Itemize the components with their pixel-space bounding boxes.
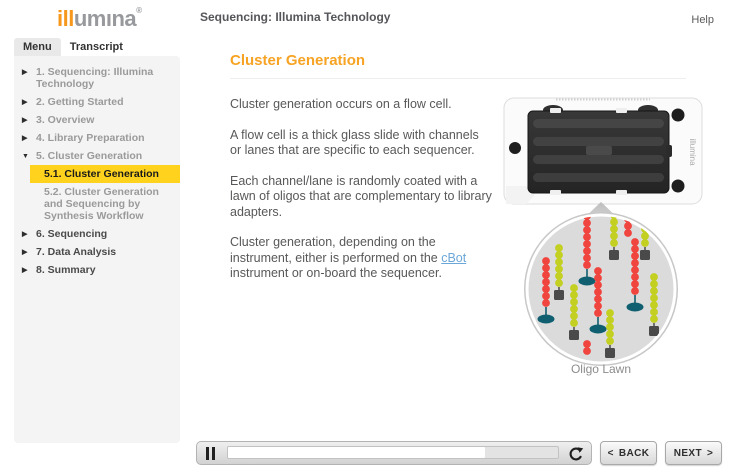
oligo-lawn-caption: Oligo Lawn	[570, 362, 632, 376]
flow-cell-lane	[533, 119, 664, 128]
chevron-right-icon[interactable]: ▶	[22, 69, 28, 76]
sidebar-subitem-5-2[interactable]: 5.2. Cluster Generation and Sequencing by Synthesis Workflow	[44, 186, 159, 222]
cartridge-tab	[666, 145, 672, 157]
illumina-logo	[57, 6, 142, 32]
paragraph: A flow cell is a thick glass slide with channels or lanes that are specific to each sequencer.	[230, 127, 479, 157]
heading-divider	[230, 78, 686, 79]
paragraph: Cluster generation occurs on a flow cell.	[230, 97, 452, 111]
sidebar-item-label: 6. Sequencing	[36, 228, 108, 240]
back-chevron-icon: <	[607, 447, 614, 459]
oligo-lawn-magnifier	[505, 200, 705, 378]
sidebar-item-label: 2. Getting Started	[36, 96, 124, 108]
flow-cell-illustration	[498, 90, 710, 212]
carrier-screw	[509, 142, 521, 154]
carrier-screw	[672, 180, 685, 193]
back-button-label: BACK	[618, 447, 650, 459]
pause-icon[interactable]	[206, 447, 218, 460]
chevron-right-icon[interactable]: ▶	[22, 231, 28, 238]
next-button[interactable]	[665, 441, 722, 465]
chevron-right-icon[interactable]: ▶	[22, 267, 28, 274]
tab-transcript[interactable]: Transcript	[69, 41, 123, 53]
cbot-link[interactable]: cBot	[441, 250, 467, 265]
sidebar-item-label: 1. Sequencing: Illumina Technology	[36, 66, 154, 90]
logo-rest: umına	[73, 6, 137, 31]
chevron-right-icon[interactable]: ▶	[22, 117, 28, 124]
flow-cell-lane	[533, 137, 664, 146]
sidebar-item-4[interactable]	[14, 129, 180, 147]
next-chevron-icon: >	[707, 447, 714, 459]
sidebar-item-5[interactable]	[14, 147, 180, 165]
menu-panel	[14, 56, 180, 443]
chevron-right-icon[interactable]: ▶	[22, 135, 28, 142]
sidebar-item-label: 8. Summary	[36, 264, 96, 276]
cartridge-clip	[550, 190, 561, 195]
flowcell-brand-text: illumina	[688, 138, 697, 166]
tab-menu[interactable]: Menu	[14, 38, 61, 56]
flow-cell-lane	[533, 155, 664, 164]
paragraph	[230, 235, 492, 282]
flow-cell-lane	[533, 173, 664, 182]
cartridge-clip	[616, 190, 627, 195]
sidebar-item-6[interactable]	[14, 225, 180, 243]
chevron-right-icon[interactable]: ▶	[22, 99, 28, 106]
seek-bar[interactable]	[227, 446, 559, 459]
sidebar-item-7[interactable]	[14, 243, 180, 261]
sidebar-item-label: 7. Data Analysis	[36, 246, 117, 258]
course-title: Sequencing: Illumina Technology	[200, 10, 391, 24]
page-title: Cluster Generation	[230, 52, 366, 69]
body-text	[230, 82, 492, 282]
sidebar-item-3[interactable]	[14, 111, 180, 129]
paragraph: Each channel/lane is randomly coated with a lawn of oligos that are complementary to library adapters.	[230, 173, 492, 219]
chevron-right-icon[interactable]: ▶	[22, 249, 28, 256]
sidebar-tabs	[14, 38, 132, 56]
player-bar	[196, 441, 592, 465]
sidebar-item-1[interactable]	[14, 63, 180, 93]
menu-list	[14, 56, 180, 279]
back-button[interactable]	[600, 441, 657, 465]
sidebar-subitem-5-1[interactable]: 5.1. Cluster Generation	[30, 165, 180, 183]
progress-fill	[228, 447, 485, 458]
cartridge-clip	[550, 108, 561, 113]
carrier-screw	[672, 109, 685, 122]
chevron-down-icon[interactable]: ▼	[22, 153, 29, 160]
sidebar-item-label: 4. Library Preparation	[36, 132, 145, 144]
next-button-label: NEXT	[673, 447, 703, 459]
text-before-link: Cluster generation, depending on the instrument, either is performed on the	[230, 235, 442, 265]
sidebar-item-8[interactable]	[14, 261, 180, 279]
replay-icon[interactable]	[568, 446, 584, 462]
flow-cell-label	[586, 146, 612, 155]
sidebar-item-label: 5. Cluster Generation	[36, 150, 143, 162]
registered-mark: ®	[136, 6, 142, 15]
help-link[interactable]: Help	[691, 14, 714, 26]
logo-accent: ill	[57, 6, 74, 31]
sidebar-item-2[interactable]	[14, 93, 180, 111]
text-after-link: instrument or on-board the sequencer.	[230, 266, 442, 280]
cartridge-clip	[616, 108, 627, 113]
sidebar-item-label: 3. Overview	[36, 114, 95, 126]
